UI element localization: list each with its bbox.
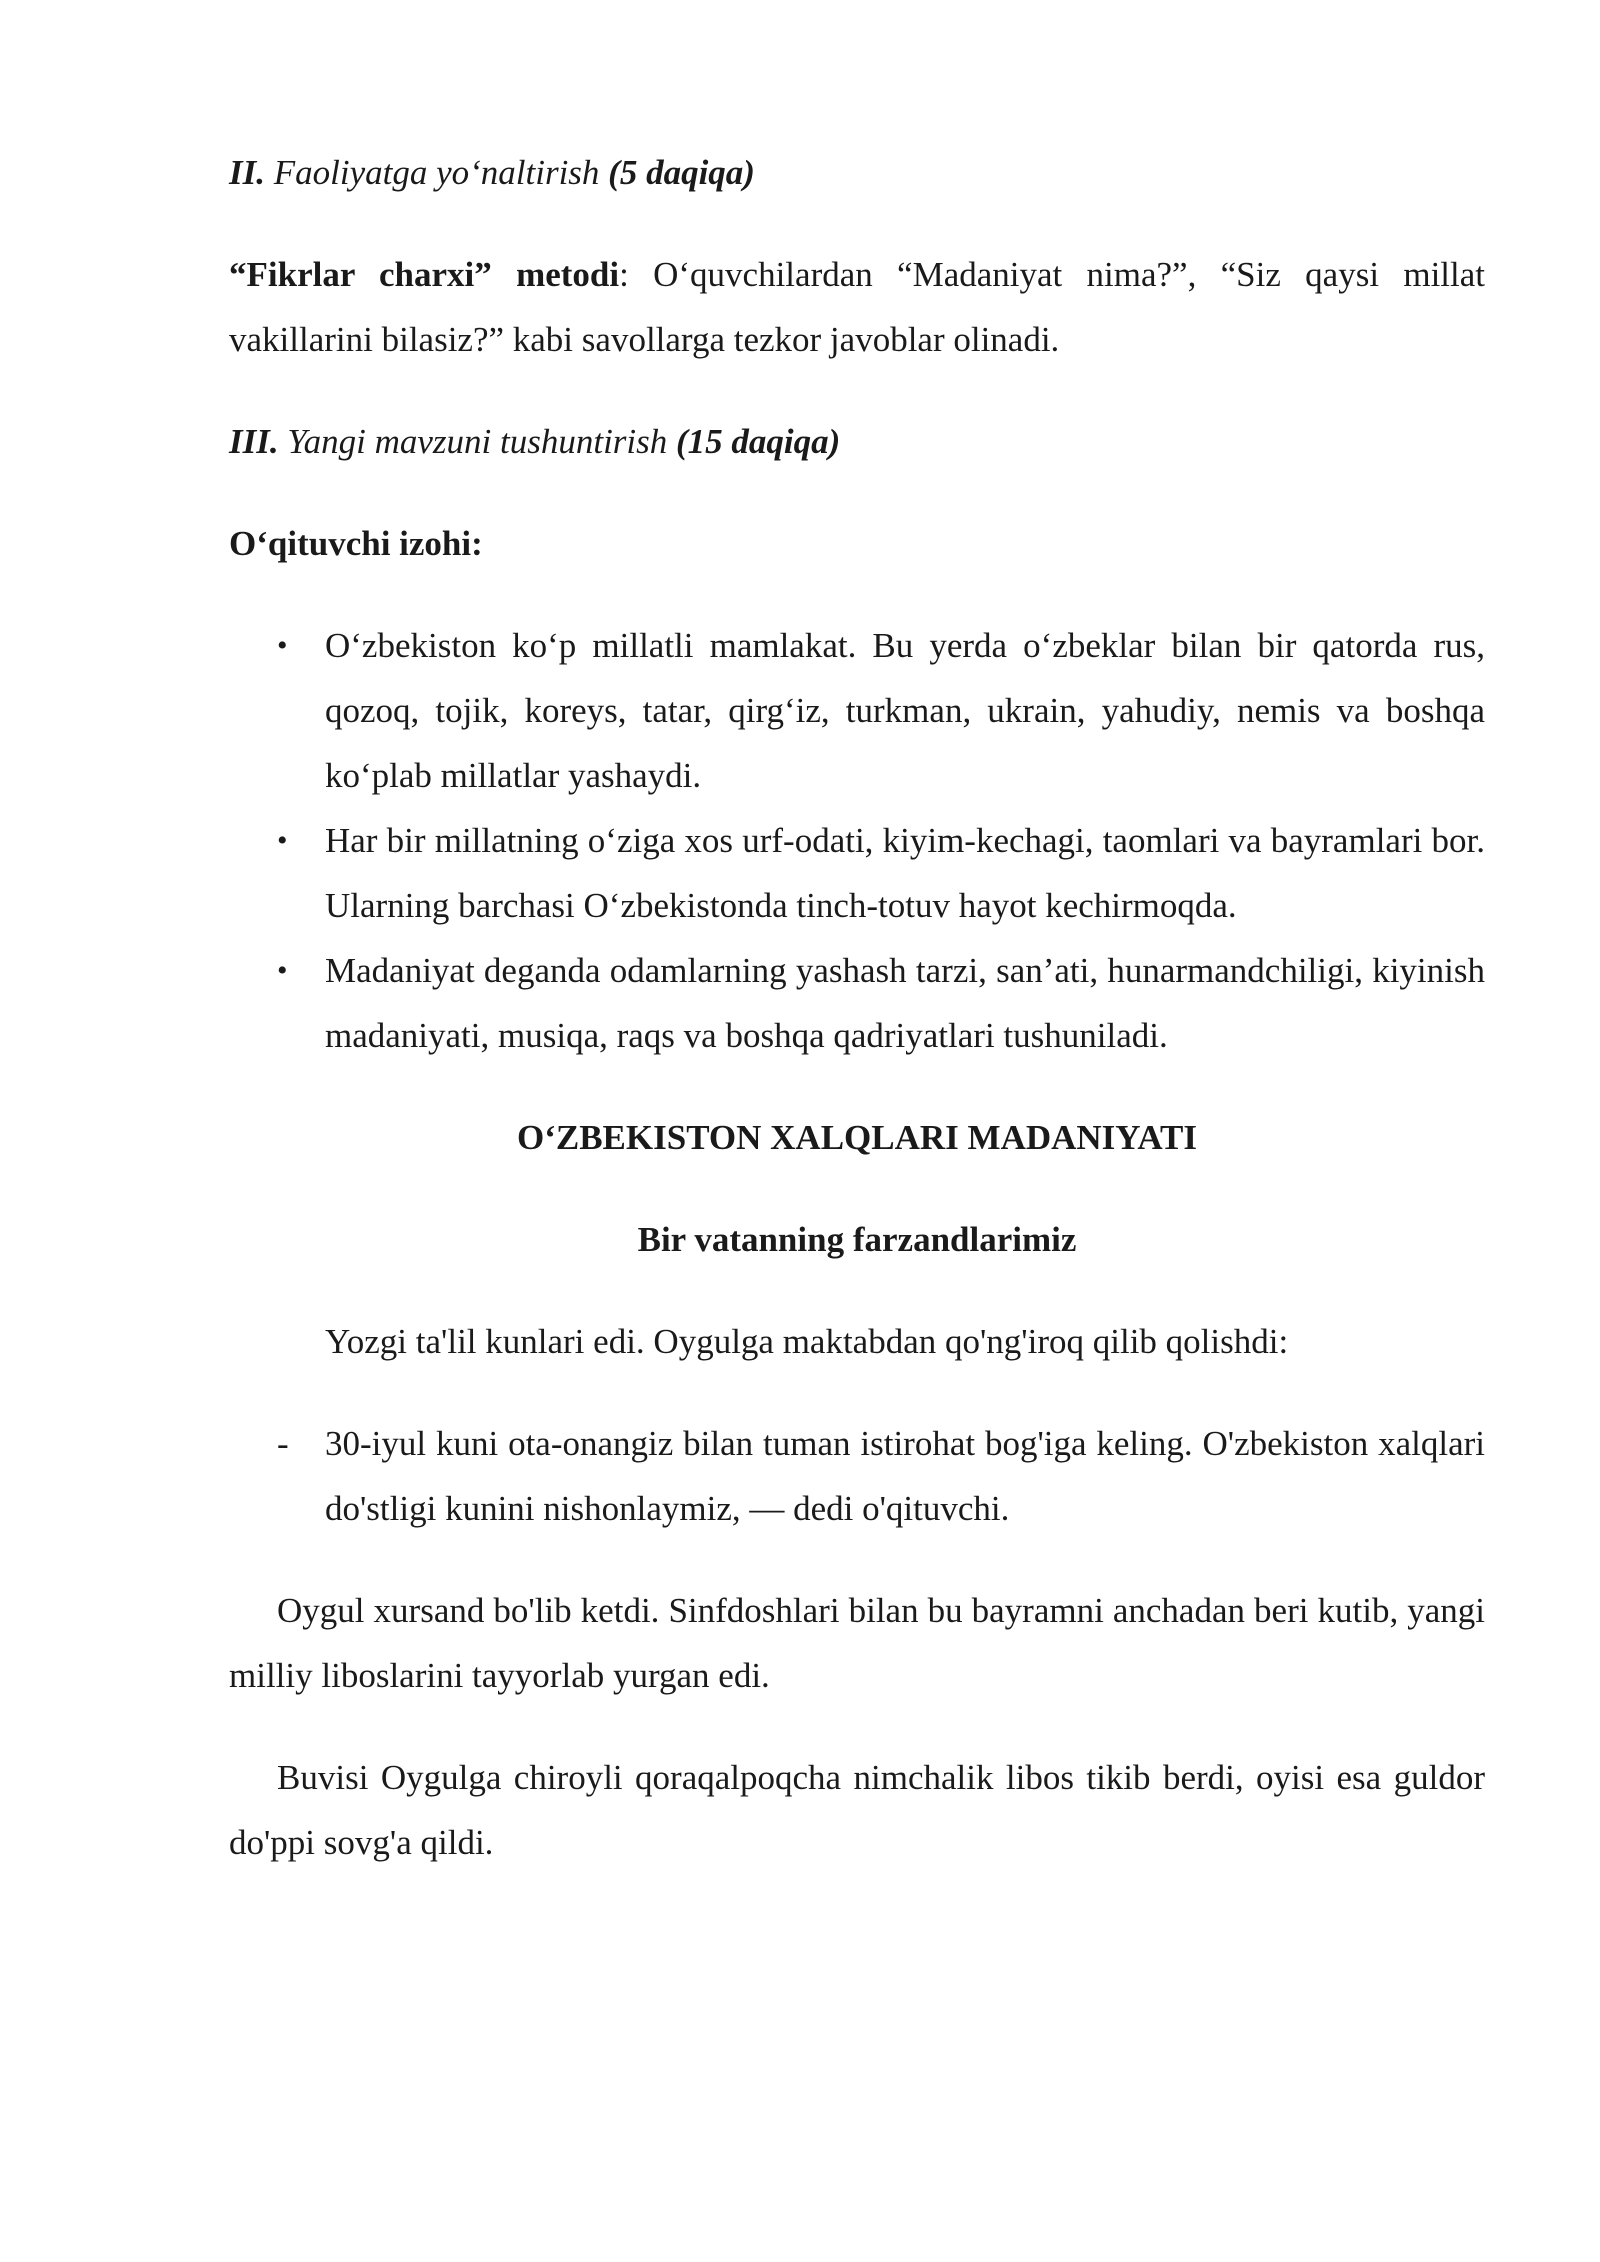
story-main-title: O‘ZBEKISTON XALQLARI MADANIYATI bbox=[516, 1118, 1198, 1157]
dialogue-line bbox=[229, 1411, 1485, 1541]
story-subtitle: Bir vatanning farzandlarimiz bbox=[637, 1220, 1077, 1259]
bullet-marker: • bbox=[277, 629, 288, 662]
section-number: II. bbox=[229, 153, 265, 192]
list-item-text: Madaniyat deganda odamlarning yashash tarzi, san’ati, hunarmandchiligi, kiyinish madaniyati, musiqa, raqs va boshqa qadriyatlari tushuniladi. bbox=[325, 951, 1485, 1055]
list-item bbox=[229, 808, 1485, 938]
method-text: : O‘quvchilardan “Madaniyat nima?”, “Siz qaysi millat vakillarini bilasiz?” kabi savollarga tezkor javoblar olinadi. bbox=[229, 255, 1485, 359]
section-number: III. bbox=[229, 422, 279, 461]
list-item-text: Har bir millatning o‘ziga xos urf-odati, kiyim-kechagi, taomlari va bayramlari bor. Ularning barchasi O‘zbekistonda tinch-totuv hayot kechirmoqda. bbox=[325, 821, 1485, 925]
teacher-note-label: O‘qituvchi izohi: bbox=[229, 524, 483, 563]
section-time: (15 daqiqa) bbox=[676, 422, 841, 461]
section-title: Faoliyatga yo‘naltirish bbox=[265, 153, 609, 192]
list-item bbox=[229, 938, 1485, 1068]
story-paragraph: Buvisi Oygulga chiroyli qoraqalpoqcha nimchalik libos tikib berdi, oyisi esa guldor do'ppi sovg'a qildi. bbox=[229, 1758, 1485, 1862]
section-time: (5 daqiqa) bbox=[608, 153, 755, 192]
bullet-marker: • bbox=[277, 824, 288, 857]
document-page bbox=[229, 140, 1485, 1912]
list-item bbox=[229, 613, 1485, 808]
bullet-marker: • bbox=[277, 954, 288, 987]
story-paragraph: Oygul xursand bo'lib ketdi. Sinfdoshlari bilan bu bayramni anchadan beri kutib, yangi milliy liboslarini tayyorlab yurgan edi. bbox=[229, 1591, 1485, 1695]
list-item-text: O‘zbekiston ko‘p millatli mamlakat. Bu yerda o‘zbeklar bilan bir qatorda rus, qozoq, tojik, koreys, tatar, qirg‘iz, turkman, ukrain, yahudiy, nemis va boshqa ko‘plab millatlar yashaydi. bbox=[325, 626, 1485, 795]
method-paragraph bbox=[229, 242, 1485, 372]
section-heading-3 bbox=[229, 409, 1485, 474]
dialogue-text: 30-iyul kuni ota-onangiz bilan tuman istirohat bog'iga keling. O'zbekiston xalqlari do'stligi kunini nishonlaymiz, — dedi o'qituvchi. bbox=[325, 1424, 1485, 1528]
story-intro: Yozgi ta'lil kunlari edi. Oygulga maktabdan qo'ng'iroq qilib qolishdi: bbox=[325, 1322, 1289, 1361]
dash-marker: - bbox=[277, 1424, 289, 1463]
section-title: Yangi mavzuni tushuntirish bbox=[278, 422, 677, 461]
method-name: “Fikrlar charxi” metodi bbox=[229, 255, 620, 294]
teacher-note-list bbox=[229, 613, 1485, 1068]
section-heading-2 bbox=[229, 140, 1485, 205]
